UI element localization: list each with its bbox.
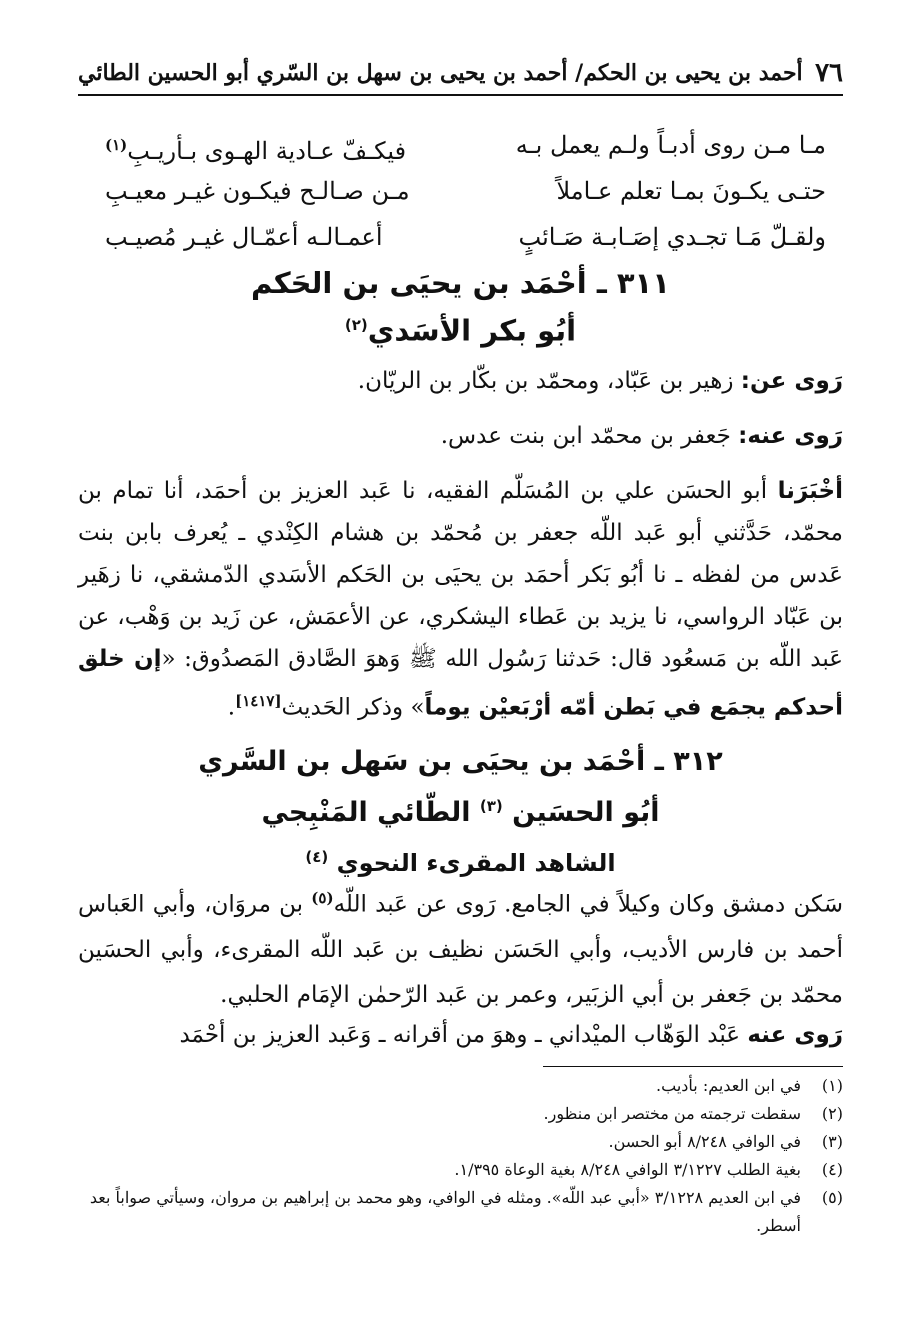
footnote: (١) في ابن العديم: بأديب. xyxy=(656,1076,843,1095)
footnote: (٢) سقطت ترجمته من مختصر ابن منظور. xyxy=(543,1104,843,1123)
verse-second-hemistich: مـن صـالـح فيكـون غيـر معيـبِ xyxy=(105,177,410,205)
verse-second-hemistich: أعمـالـه أعمّـال غيـر مُصيـب xyxy=(105,223,383,251)
entry-312-title: ٣١٢ ـ أحْمَد بن يحيَى بن سَهل بن السَّري xyxy=(198,746,723,777)
hadith-text: إن خلق أحدكم يجمَع في بَطن أمّه أرْبَعيْن يوماً xyxy=(78,646,843,721)
entry-312-kunya: أبُو الحسَين $^{(٣)}$ الطّائي المَنْبِجي xyxy=(261,797,660,828)
rawa-anhu-label: رَوى عنه xyxy=(747,1022,843,1048)
isnad-text: أبو الحسَن علي بن المُسَلّم الفقيه، نا عَبد العزيز بن أحمَد، أنا تمام بن محمّد، حَدَّثني أبو عَبد اللّه جعفر بن مُحمّد بن هشام الكِنْدي ـ يُعرف بابن بنت عَدس من لفظه ـ نا أبُو بَكر أحمَد بن يحيَى بن الحَكم الأسَدي الدّمشقي، نا زهَير بن عَبّاد الرواسي، نا يزيد بن عَطاء اليشكري، عن الأعمَش، عن زَيد بن وَهْب، عن عَبد اللّه بن مَسعُود قال: حَدثنا رَسُول الله ﷺ وَهوَ الصَّادق المَصدُوق: « xyxy=(78,478,843,672)
verse xyxy=(105,125,826,171)
footnote-separator xyxy=(543,1066,843,1067)
entry-311-body: أخْبَرَنا أبو الحسَن علي بن المُسَلّم الفقيه، نا عَبد العزيز بن أحمَد، أنا تمام بن محمّد، حَدَّثني أبو عَبد اللّه جعفر بن مُحمّد بن هشام الكِنْدي ـ يُعرف بابن بنت عَدس من لفظه ـ نا أبُو بَكر أحمَد بن يحيَى بن الحَكم الأسَدي الدّمشقي، نا زهَير بن عَبّاد الرواسي، نا يزيد بن عَطاء اليشكري، عن الأعمَش، عن زَيد بن وَهْب، عن عَبد اللّه بن مَسعُود قال: حَدثنا رَسُول الله ﷺ وَهوَ الصَّادق المَصدُوق: «إن خلق أحدكم يجمَع في بَطن أمّه أرْبَعيْن يوماً» وذكر الحَديث[١٤١٧]. xyxy=(78,478,843,721)
entry-311-title: ٣١١ ـ أحْمَد بن يحيَى بن الحَكم xyxy=(251,266,670,300)
verse-second-hemistich: فيكـفّ عـادية الهـوى بـأريـبِ$^{(١)}$ xyxy=(105,136,407,165)
verse-first-hemistich: حتـى يكـونَ بمـا تعلم عـاملاً xyxy=(556,177,826,205)
rawa-an-label: رَوى عن: xyxy=(740,368,843,394)
footnote-ref-3[interactable]: (٣) xyxy=(479,797,503,815)
entry-311-subtitle: أبُو بكر الأسَدي$^{(٢)}$ xyxy=(344,313,577,348)
entry-312-description: الشاهد المقرىء النحوي $^{(٤)}$ xyxy=(305,848,616,877)
poem xyxy=(105,125,826,263)
entry-311-heading xyxy=(60,262,861,352)
footnotes xyxy=(78,1072,843,1240)
footnote: (٤) بغية الطلب ٣/١٢٢٧ الوافي ٨/٢٤٨ بغية الوعاة ١/٣٩٥. xyxy=(454,1160,843,1179)
rawa-an-text: زهير بن عَبّاد، ومحمّد بن بكّار بن الريّان. xyxy=(357,368,734,394)
hadith-number: [١٤١٧] xyxy=(235,692,282,710)
entry-311-rawa-anhu xyxy=(78,423,843,449)
rawa-anhu-text: عَبْد الوَهّاب الميْداني ـ وهوَ من أقرانه ـ وَعَبد العزيز بن أحْمَد xyxy=(179,1022,740,1048)
footnote: (٥) في ابن العديم ٣/١٢٢٨ «أبي عبد اللّه». ومثله في الوافي، وهو محمد بن إبراهيم بن مروان، وسيأتي صواباً بعد أسطر. xyxy=(89,1188,843,1235)
rawa-anhu-text: جَعفر بن محمّد ابن بنت عدس. xyxy=(440,423,731,449)
footnote-ref-4[interactable]: (٤) xyxy=(305,848,329,866)
verse xyxy=(105,171,826,217)
page-header xyxy=(78,52,843,96)
akhbarana-lead: أخْبَرَنا xyxy=(777,478,843,504)
footnote-ref-5[interactable]: (٥) xyxy=(311,889,334,907)
footnote-ref-1[interactable]: (١) xyxy=(105,136,128,154)
rawa-anhu-label: رَوى عنه: xyxy=(738,423,843,449)
entry-311-rawa-an xyxy=(78,368,843,394)
verse-first-hemistich: مـا مـن روى أدبـاً ولـم يعمل بـه xyxy=(515,131,826,159)
entry-312-heading xyxy=(60,740,861,885)
entry-312-body: سَكن دمشق وكان وكيلاً في الجامع. رَوى عن عَبد اللّه$^{(٥)}$ بن مروَان، وأبي العَباس أحمد بن فارس الأديب، وأبي الحَسَن نظيف بن عَبد اللّه المقرىء، وأبي الحسَين محمّد بن جَعفر بن أبي الزبَير، وعمر بن عَبد الرّحمٰن الإمَام الحلبي. xyxy=(78,889,843,1008)
verse xyxy=(105,217,826,263)
footnote: (٣) في الوافي ٨/٢٤٨ أبو الحسن. xyxy=(608,1132,843,1151)
running-title: أحمد بن يحيى بن الحكم/ أحمد بن يحيى بن سهل بن السّري أبو الحسين الطائي xyxy=(78,60,803,86)
page-number: ٧٦ xyxy=(815,58,843,88)
footnote-ref-2[interactable]: (٢) xyxy=(344,316,368,334)
entry-312-rawa-anhu xyxy=(78,1022,843,1048)
verse-first-hemistich: ولقـلّ مَـا تجـدي إصَـابـة صَـائبٍ xyxy=(518,223,826,251)
